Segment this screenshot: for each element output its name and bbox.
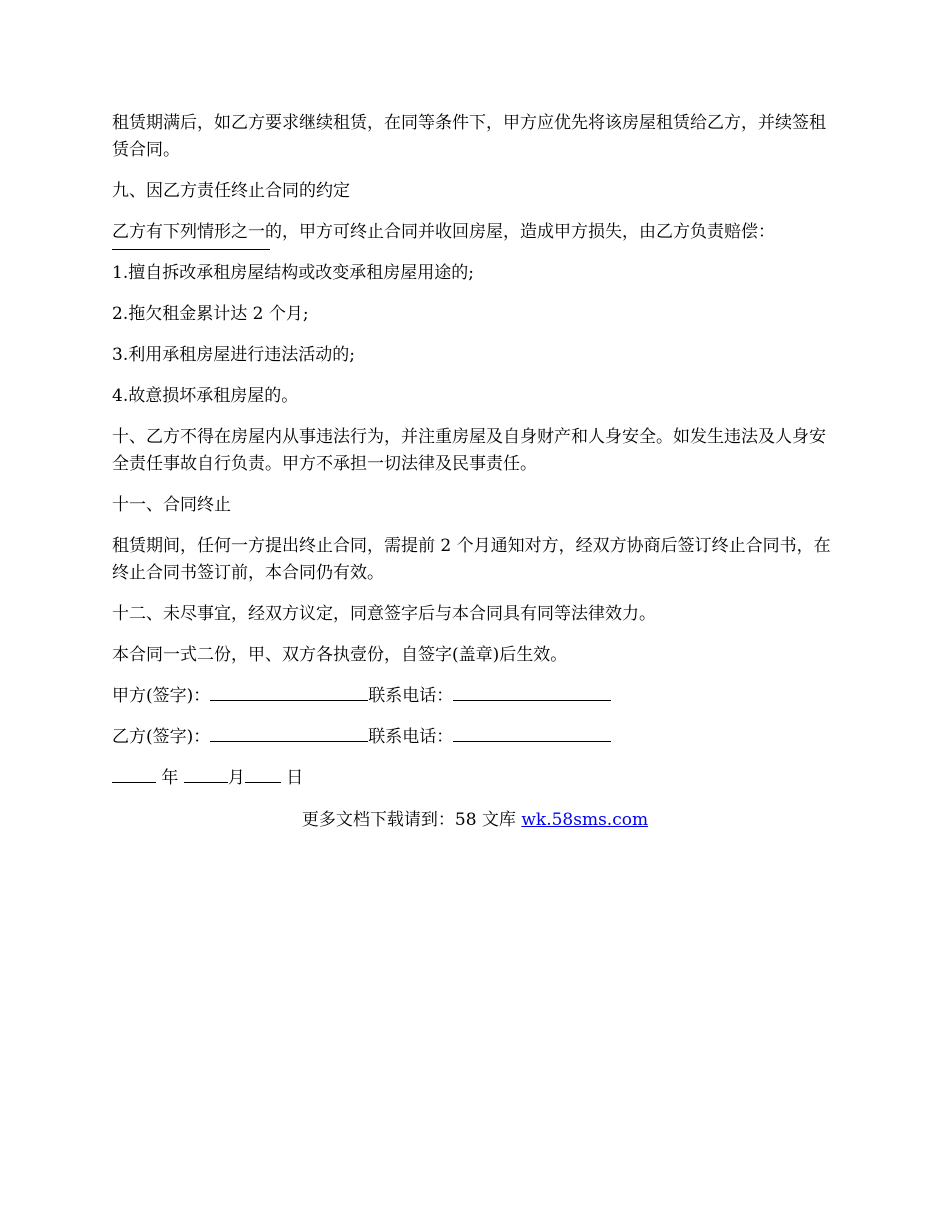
list-item: 1.擅自拆改承租房屋结构或改变承租房屋用途的;	[112, 263, 474, 283]
signature-line-party-a	[112, 683, 842, 710]
party-b-phone-blank[interactable]	[453, 724, 611, 742]
section-heading-11: 十一、合同终止	[112, 495, 231, 515]
footer-text: 更多文档下载请到：58 文库	[301, 810, 522, 830]
signature-line-party-b	[112, 724, 842, 751]
footer-link[interactable]: wk.58sms.com	[521, 810, 649, 830]
paragraph-contract-termination: 租赁期间，任何一方提出终止合同，需提前 2 个月通知对方，经双方协商后签订终止合同书，在终止合同书签订前，本合同仍有效。	[112, 536, 831, 583]
year-blank[interactable]	[112, 765, 156, 783]
party-b-label: 乙方(签字)：	[112, 727, 211, 747]
party-a-label: 甲方(签字)：	[112, 686, 211, 706]
list-item: 4.故意损坏承租房屋的。	[112, 386, 299, 406]
phone-label: 联系电话：	[368, 686, 454, 706]
month-label: 月	[227, 768, 245, 788]
party-a-phone-blank[interactable]	[453, 683, 611, 701]
blank-line	[112, 248, 270, 250]
list-item: 2.拖欠租金累计达 2 个月;	[112, 304, 309, 324]
section-heading-9: 九、因乙方责任终止合同的约定	[112, 181, 350, 201]
party-a-signature-blank[interactable]	[210, 683, 368, 701]
paragraph-renewal: 租赁期满后，如乙方要求继续租赁，在同等条件下，甲方应优先将该房屋租赁给乙方，并续签租赁合同。	[112, 113, 826, 160]
day-label: 日	[286, 768, 304, 788]
footer	[0, 808, 950, 832]
paragraph-copies: 本合同一式二份，甲、双方各执壹份，自签字(盖章)后生效。	[112, 645, 568, 665]
phone-label: 联系电话：	[368, 727, 454, 747]
day-blank[interactable]	[245, 765, 281, 783]
party-b-signature-blank[interactable]	[210, 724, 368, 742]
section-heading-12: 十二、未尽事宜，经双方议定，同意签字后与本合同具有同等法律效力。	[112, 604, 656, 624]
year-label: 年	[161, 768, 179, 788]
month-blank[interactable]	[184, 765, 228, 783]
document-body	[112, 110, 842, 806]
date-line	[112, 765, 842, 792]
section-heading-10: 十、乙方不得在房屋内从事违法行为，并注重房屋及自身财产和人身安全。如发生违法及人身安全责任事故自行负责。甲方不承担一切法律及民事责任。	[112, 427, 826, 474]
paragraph-termination-conditions: 乙方有下列情形之一的，甲方可终止合同并收回房屋，造成甲方损失，由乙方负责赔偿：	[112, 222, 775, 242]
list-item: 3.利用承租房屋进行违法活动的;	[112, 345, 355, 365]
